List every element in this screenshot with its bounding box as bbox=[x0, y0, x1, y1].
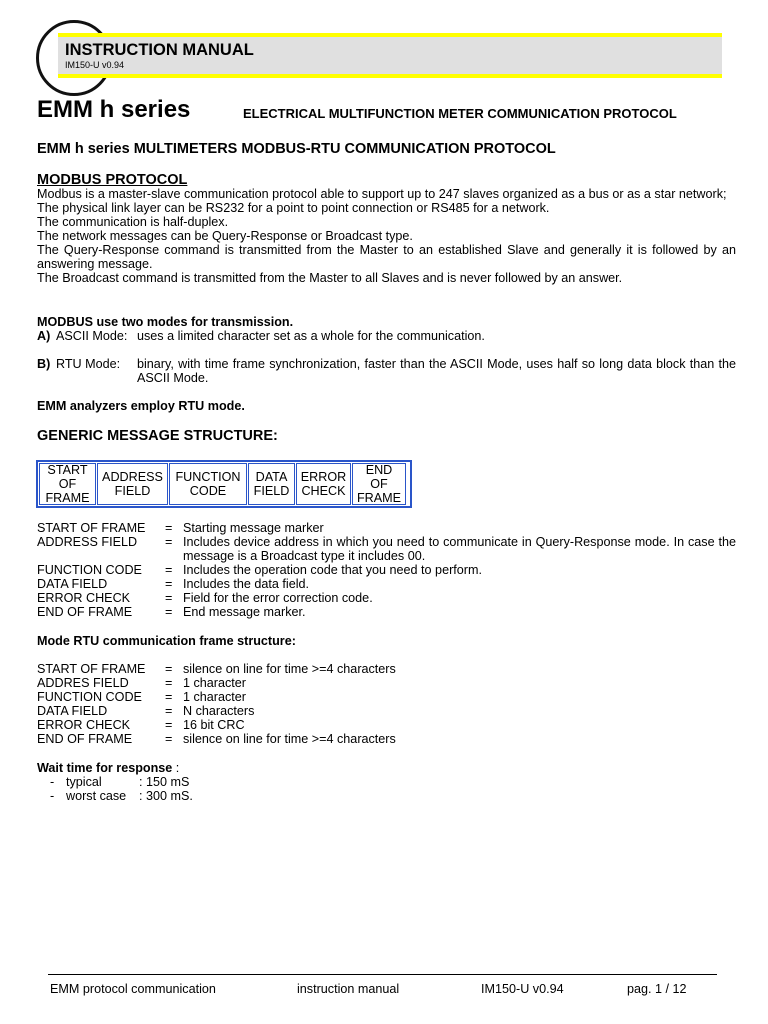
cell-line: FIELD bbox=[253, 484, 290, 498]
modbus-title: MODBUS PROTOCOL bbox=[37, 172, 188, 188]
wait-key: worst case bbox=[66, 789, 127, 803]
cell-line: END bbox=[365, 463, 393, 477]
modes-title: MODBUS use two modes for transmission. bbox=[37, 315, 294, 329]
wait-value: : 300 mS. bbox=[139, 789, 193, 803]
definition-value: N characters bbox=[183, 704, 255, 718]
modbus-line: The communication is half-duplex. bbox=[37, 215, 229, 229]
wait-colon: : bbox=[172, 761, 180, 775]
cell-line: ADDRESS bbox=[102, 470, 163, 484]
definition-eq: = bbox=[165, 662, 173, 676]
definition-key: DATA FIELD bbox=[37, 704, 108, 718]
definition-eq: = bbox=[165, 732, 173, 746]
cell-line: FRAME bbox=[45, 491, 90, 505]
modbus-line: The Broadcast command is transmitted from the Master to all Slaves and is never followed by an answer. bbox=[37, 271, 623, 285]
definition-row bbox=[37, 563, 736, 577]
definition-value: 1 character bbox=[183, 690, 246, 704]
cell-end-of-frame bbox=[352, 463, 406, 505]
definition-row bbox=[37, 577, 736, 591]
employ-rtu: EMM analyzers employ RTU mode. bbox=[37, 399, 245, 413]
footer-left: EMM protocol communication bbox=[50, 982, 216, 996]
modbus-line: The Query-Response command is transmitted from the Master to an established Slave and generally it is followed by an answering message. bbox=[37, 243, 736, 271]
modbus-line: Modbus is a master-slave communication protocol able to support up to 247 slaves organized as a bus or as a star network; bbox=[37, 187, 727, 201]
footer-page: pag. 1 / 12 bbox=[627, 982, 687, 996]
wait-value: : 150 mS bbox=[139, 775, 190, 789]
definition-key: START OF FRAME bbox=[37, 662, 146, 676]
cell-line: FIELD bbox=[114, 484, 151, 498]
cell-line: START bbox=[47, 463, 88, 477]
definition-value: Field for the error correction code. bbox=[183, 591, 373, 605]
definition-value: 1 character bbox=[183, 676, 246, 690]
definition-row bbox=[37, 591, 736, 605]
mode-b-letter: B) bbox=[37, 357, 51, 371]
footer-code: IM150-U v0.94 bbox=[481, 982, 564, 996]
cell-line: CHECK bbox=[301, 484, 346, 498]
cell-line: CODE bbox=[189, 484, 227, 498]
definition-row bbox=[37, 732, 736, 746]
header-yellow-bar-bottom bbox=[58, 74, 722, 78]
cell-start-of-frame bbox=[39, 463, 96, 505]
wait-item bbox=[50, 775, 350, 789]
definition-key: FUNCTION CODE bbox=[37, 563, 142, 577]
protocol-heading: EMM h series MULTIMETERS MODBUS-RTU COMMUNICATION PROTOCOL bbox=[37, 141, 556, 157]
definition-key: FUNCTION CODE bbox=[37, 690, 142, 704]
series-name: EMM h series bbox=[37, 96, 191, 123]
definition-row bbox=[37, 704, 736, 718]
definition-eq: = bbox=[165, 704, 173, 718]
wait-key: typical bbox=[66, 775, 102, 789]
cell-line: OF bbox=[370, 477, 388, 491]
definition-row bbox=[37, 718, 736, 732]
generic-definitions bbox=[37, 521, 736, 619]
mode-b-name: RTU Mode: bbox=[56, 357, 121, 371]
definition-key: END OF FRAME bbox=[37, 605, 133, 619]
cell-line: DATA bbox=[255, 470, 288, 484]
definition-key: ADDRES FIELD bbox=[37, 676, 129, 690]
definition-key: END OF FRAME bbox=[37, 732, 133, 746]
definition-value: Starting message marker bbox=[183, 521, 324, 535]
wait-item bbox=[50, 789, 350, 803]
definition-value: silence on line for time >=4 characters bbox=[183, 732, 396, 746]
wait-heading bbox=[37, 761, 179, 775]
message-structure-table bbox=[36, 460, 412, 508]
definition-row bbox=[37, 521, 736, 535]
definition-value: silence on line for time >=4 characters bbox=[183, 662, 396, 676]
header-title: INSTRUCTION MANUAL bbox=[65, 41, 254, 59]
mode-a-text: uses a limited character set as a whole for the communication. bbox=[137, 329, 485, 343]
cell-address-field bbox=[97, 463, 168, 505]
cell-function-code bbox=[169, 463, 247, 505]
definition-eq: = bbox=[165, 605, 173, 619]
mode-a-letter: A) bbox=[37, 329, 51, 343]
wait-dash: - bbox=[50, 789, 55, 803]
definition-key: ADDRESS FIELD bbox=[37, 535, 138, 549]
wait-dash: - bbox=[50, 775, 55, 789]
wait-title: Wait time for response bbox=[37, 761, 173, 775]
definition-row bbox=[37, 605, 736, 619]
definition-eq: = bbox=[165, 718, 173, 732]
definition-row bbox=[37, 690, 736, 704]
definition-value: Includes device address in which you need to communicate in Query-Response mode. In case the message is a Broadcast type it includes 00. bbox=[183, 535, 736, 563]
footer-middle: instruction manual bbox=[297, 982, 400, 996]
cell-data-field bbox=[248, 463, 295, 505]
rtu-definitions bbox=[37, 662, 736, 746]
definition-key: DATA FIELD bbox=[37, 577, 108, 591]
rtu-title: Mode RTU communication frame structure: bbox=[37, 634, 296, 648]
cell-line: OF bbox=[58, 477, 77, 491]
definition-value: 16 bit CRC bbox=[183, 718, 245, 732]
definition-value: Includes the operation code that you need to perform. bbox=[183, 563, 482, 577]
mode-a-label bbox=[37, 329, 50, 343]
generic-title: GENERIC MESSAGE STRUCTURE: bbox=[37, 428, 278, 444]
definition-eq: = bbox=[165, 535, 173, 549]
cell-error-check bbox=[296, 463, 351, 505]
definition-eq: = bbox=[165, 676, 173, 690]
definition-key: ERROR CHECK bbox=[37, 591, 131, 605]
definition-eq: = bbox=[165, 577, 173, 591]
definition-row bbox=[37, 662, 736, 676]
definition-key: START OF FRAME bbox=[37, 521, 146, 535]
modbus-line: The physical link layer can be RS232 for a point to point connection or RS485 for a network. bbox=[37, 201, 550, 215]
definition-row bbox=[37, 535, 736, 563]
cell-line: FUNCTION bbox=[175, 470, 241, 484]
mode-a-name: ASCII Mode: bbox=[56, 329, 128, 343]
definition-value: End message marker. bbox=[183, 605, 306, 619]
modbus-description bbox=[37, 187, 736, 285]
definition-key: ERROR CHECK bbox=[37, 718, 131, 732]
footer-rule bbox=[48, 974, 717, 975]
definition-eq: = bbox=[165, 690, 173, 704]
wait-list bbox=[50, 775, 350, 803]
header-code: IM150-U v0.94 bbox=[65, 60, 125, 70]
definition-eq: = bbox=[165, 563, 173, 577]
definition-value: Includes the data field. bbox=[183, 577, 310, 591]
definition-row bbox=[37, 676, 736, 690]
cell-line: ERROR bbox=[300, 470, 347, 484]
definition-eq: = bbox=[165, 521, 173, 535]
series-subtitle: ELECTRICAL MULTIFUNCTION METER COMMUNICATION PROTOCOL bbox=[243, 106, 677, 121]
definition-eq: = bbox=[165, 591, 173, 605]
modbus-line: The network messages can be Query-Response or Broadcast type. bbox=[37, 229, 413, 243]
mode-b-text: binary, with time frame synchronization, faster than the ASCII Mode, uses half so long data block than the ASCII Mode. bbox=[137, 357, 736, 385]
cell-line: FRAME bbox=[356, 491, 402, 505]
